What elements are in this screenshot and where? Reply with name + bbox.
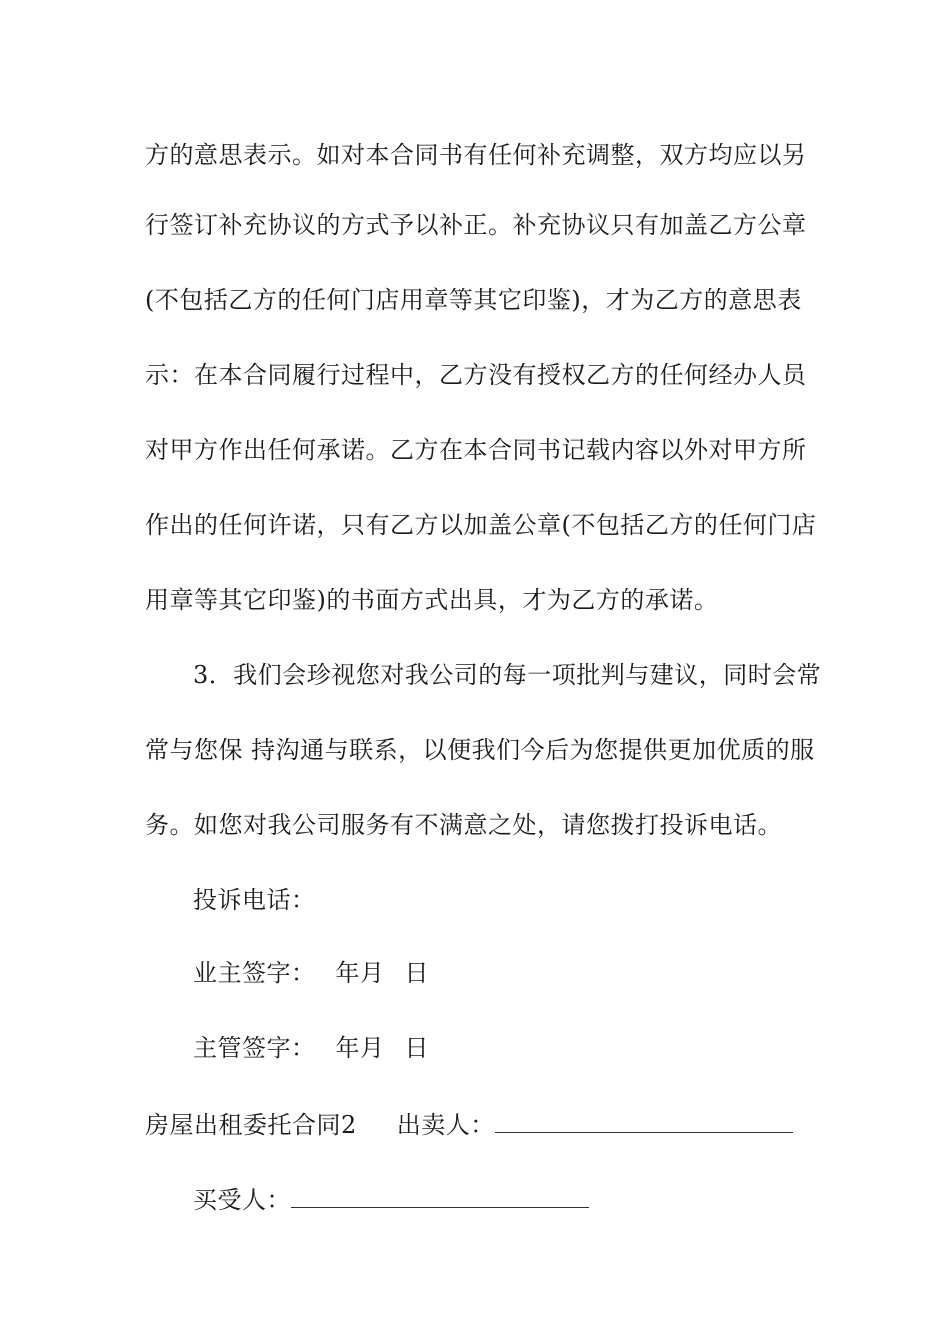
contract-title-line [145, 1110, 793, 1140]
paragraph-1-line-6: 作出的任何许诺，只有乙方以加盖公章(不包括乙方的任何门店 [145, 511, 817, 539]
supervisor-signature-line [193, 1033, 429, 1063]
buyer-blank [291, 1185, 589, 1208]
paragraph-2-line-3: 务。如您对我公司服务有不满意之处，请您拨打投诉电话。 [145, 811, 782, 839]
paragraph-1-line-5: 对甲方作出任何承诺。乙方在本合同书记载内容以外对甲方所 [145, 436, 807, 464]
paragraph-1-line-7: 用章等其它印鉴)的书面方式出具，才为乙方的承诺。 [145, 586, 719, 614]
seller-blank [495, 1110, 793, 1133]
paragraph-2-line-1: 3．我们会珍视您对我公司的每一项批判与建议，同时会常 [193, 661, 822, 689]
supervisor-signature-day: 日 [404, 1034, 429, 1062]
supervisor-signature-label: 主管签字： [193, 1034, 316, 1062]
paragraph-1-line-4: 示：在本合同履行过程中，乙方没有授权乙方的任何经办人员 [145, 361, 807, 389]
buyer-label: 买受人： [193, 1186, 291, 1214]
paragraph-2-line-2: 常与您保 持沟通与联系，以便我们今后为您提供更加优质的服 [145, 736, 815, 764]
paragraph-1-line-3: (不包括乙方的任何门店用章等其它印鉴)，才为乙方的意思表 [145, 286, 802, 314]
owner-signature-label: 业主签字： [193, 959, 316, 987]
paragraph-1-line-1: 方的意思表示。如对本合同书有任何补充调整，双方均应以另 [145, 141, 807, 169]
paragraph-1-line-2: 行签订补充协议的方式予以补正。补充协议只有加盖乙方公章 [145, 211, 807, 239]
contract-title: 房屋出租委托合同2 [145, 1111, 357, 1139]
owner-signature-line [193, 958, 429, 988]
owner-signature-day: 日 [404, 959, 429, 987]
owner-signature-date: 年月 [335, 959, 385, 987]
supervisor-signature-date: 年月 [335, 1034, 385, 1062]
seller-label: 出卖人： [396, 1111, 495, 1139]
buyer-line [193, 1185, 589, 1215]
complaint-phone-label: 投诉电话： [193, 886, 316, 914]
